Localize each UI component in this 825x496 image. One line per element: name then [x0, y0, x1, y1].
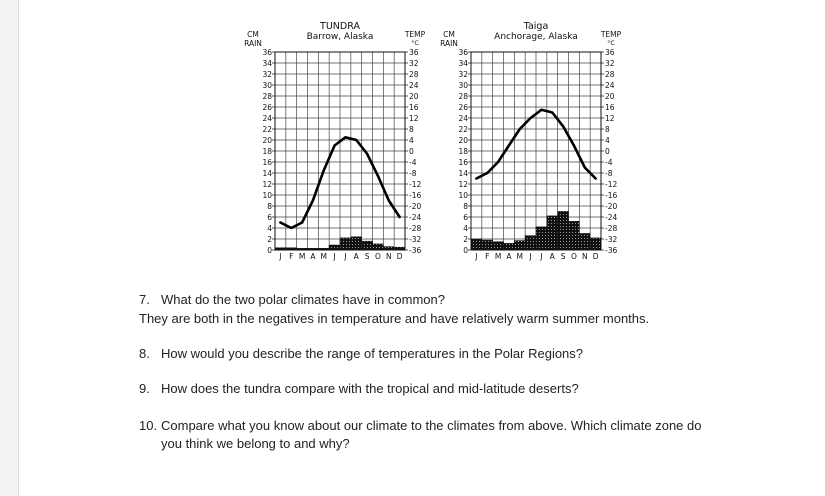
rain-tick-label: 18 — [262, 147, 272, 156]
rain-bar — [362, 241, 373, 250]
rain-bar — [569, 221, 580, 250]
question-10-line-2: you think we belong to and why? — [161, 436, 350, 451]
month-label: F — [485, 252, 490, 261]
month-label: S — [560, 252, 566, 261]
rain-bar — [351, 237, 362, 250]
temp-tick-label: -32 — [409, 235, 422, 244]
temp-tick-label: -4 — [409, 158, 417, 167]
temp-tick-label: 12 — [409, 114, 419, 123]
taiga-chart — [440, 21, 622, 261]
month-label: J — [540, 252, 543, 261]
chart-grid — [275, 52, 405, 250]
month-label: A — [506, 252, 512, 261]
question-9 — [139, 380, 579, 398]
month-label: J — [333, 252, 336, 261]
rain-tick-label: 2 — [463, 235, 468, 244]
month-label: J — [529, 252, 532, 261]
temp-tick-label: -12 — [409, 180, 422, 189]
question-7-number: 7. — [139, 292, 150, 307]
month-label: J — [344, 252, 347, 261]
temp-axis-label: TEMP — [600, 30, 622, 39]
temp-axis-unit: °C — [411, 39, 419, 47]
rain-tick-label: 20 — [262, 136, 272, 145]
month-label: J — [475, 252, 478, 261]
month-label: A — [549, 252, 555, 261]
month-label: N — [581, 252, 588, 261]
rain-bar — [471, 239, 482, 250]
rain-bar — [329, 245, 340, 250]
rain-tick-label: 22 — [262, 125, 272, 134]
question-10-line-1: Compare what you know about our climate to the climates from above. Which climate zone do — [161, 418, 702, 433]
rain-bar — [275, 248, 286, 250]
temp-tick-label: 24 — [605, 81, 615, 90]
chart-subtitle: Anchorage, Alaska — [494, 32, 578, 42]
answer-7: They are both in the negatives in temperature and have relatively warm summer months. — [139, 311, 650, 326]
rain-tick-label: 24 — [458, 114, 468, 123]
temp-tick-label: -36 — [409, 246, 422, 255]
rain-tick-label: 4 — [463, 224, 468, 233]
month-label: M — [516, 252, 523, 261]
rain-tick-label: 34 — [458, 59, 468, 68]
month-label: M — [494, 252, 502, 261]
rain-bar — [286, 248, 297, 250]
rain-axis-cm-label: CM — [247, 30, 259, 39]
temp-tick-label: 0 — [409, 147, 414, 156]
temp-tick-label: 16 — [605, 103, 615, 112]
rain-bar — [558, 212, 569, 251]
rain-bar — [525, 236, 536, 250]
temp-tick-label: -8 — [409, 169, 417, 178]
rain-bar — [373, 244, 384, 250]
month-label: M — [298, 252, 306, 261]
temp-tick-label: 36 — [605, 48, 615, 57]
month-label: A — [310, 252, 316, 261]
rain-bar — [482, 240, 493, 250]
rain-bar — [504, 243, 515, 250]
temp-tick-label: 4 — [605, 136, 610, 145]
rain-bar — [514, 241, 525, 250]
rain-axis-cm-label: CM — [443, 30, 455, 39]
rain-tick-label: 6 — [463, 213, 468, 222]
temp-tick-label: 32 — [605, 59, 615, 68]
rain-bar — [340, 238, 351, 250]
temp-tick-label: 28 — [605, 70, 615, 79]
temp-tick-label: -12 — [605, 180, 618, 189]
chart-subtitle: Barrow, Alaska — [306, 32, 374, 42]
question-10-number: 10. — [139, 418, 158, 433]
question-9-text: How does the tundra compare with the tropical and mid-latitude deserts? — [161, 381, 579, 396]
rain-tick-label: 18 — [458, 147, 468, 156]
month-label: N — [385, 252, 392, 261]
temp-tick-label: 4 — [409, 136, 414, 145]
rain-tick-label: 34 — [262, 59, 272, 68]
temp-tick-label: -20 — [409, 202, 422, 211]
temp-tick-label: 32 — [409, 59, 419, 68]
temp-tick-label: 24 — [409, 81, 419, 90]
temp-tick-label: -8 — [605, 169, 613, 178]
rain-tick-label: 0 — [267, 246, 272, 255]
rain-tick-label: 36 — [458, 48, 468, 57]
temp-tick-label: -24 — [605, 213, 618, 222]
rain-tick-label: 10 — [262, 191, 272, 200]
rain-tick-label: 16 — [458, 158, 468, 167]
temp-tick-label: -24 — [409, 213, 422, 222]
rain-tick-label: 12 — [458, 180, 468, 189]
rain-tick-label: 8 — [463, 202, 468, 211]
rain-tick-label: 32 — [262, 70, 272, 79]
tundra-chart — [244, 21, 426, 261]
temp-tick-label: 0 — [605, 147, 610, 156]
month-label: O — [374, 252, 381, 261]
month-label: M — [320, 252, 327, 261]
rain-tick-label: 30 — [262, 81, 272, 90]
temp-tick-label: 12 — [605, 114, 615, 123]
temp-tick-label: -16 — [409, 191, 422, 200]
rain-tick-label: 6 — [267, 213, 272, 222]
rain-axis-label: RAIN — [440, 39, 458, 48]
rain-bar — [318, 248, 329, 250]
rain-bar — [536, 227, 547, 250]
temp-axis-label: TEMP — [404, 30, 426, 39]
rain-tick-label: 26 — [262, 103, 272, 112]
temp-tick-label: -32 — [605, 235, 618, 244]
temp-tick-label: -20 — [605, 202, 618, 211]
temp-tick-label: 28 — [409, 70, 419, 79]
rain-tick-label: 32 — [458, 70, 468, 79]
rain-bar — [579, 234, 590, 251]
question-8 — [139, 345, 583, 363]
rain-tick-label: 24 — [262, 114, 272, 123]
question-7 — [139, 291, 445, 309]
question-8-number: 8. — [139, 346, 150, 361]
question-9-number: 9. — [139, 381, 150, 396]
question-7-text: What do the two polar climates have in common? — [161, 292, 445, 307]
rain-axis-label: RAIN — [244, 39, 262, 48]
temp-tick-label: -28 — [409, 224, 422, 233]
rain-bar — [297, 248, 308, 250]
rain-tick-label: 16 — [262, 158, 272, 167]
temp-tick-label: 16 — [409, 103, 419, 112]
month-label: F — [289, 252, 294, 261]
rain-bar — [547, 216, 558, 250]
temp-tick-label: 36 — [409, 48, 419, 57]
month-label: A — [353, 252, 359, 261]
rain-tick-label: 2 — [267, 235, 272, 244]
month-label: D — [396, 252, 403, 261]
temp-tick-label: -28 — [605, 224, 618, 233]
temp-tick-label: 8 — [605, 125, 610, 134]
rain-tick-label: 28 — [458, 92, 468, 101]
rain-tick-label: 4 — [267, 224, 272, 233]
rain-tick-label: 0 — [463, 246, 468, 255]
temp-tick-label: -4 — [605, 158, 613, 167]
rain-tick-label: 36 — [262, 48, 272, 57]
chart-title: Taiga — [523, 21, 549, 32]
rain-tick-label: 26 — [458, 103, 468, 112]
climate-charts — [231, 12, 622, 277]
rain-bar — [383, 247, 394, 250]
chart-grid — [471, 52, 601, 250]
month-label: J — [279, 252, 282, 261]
rain-bar — [493, 242, 504, 250]
month-label: O — [570, 252, 577, 261]
month-label: D — [592, 252, 599, 261]
chart-title: TUNDRA — [320, 21, 360, 32]
rain-bar — [394, 247, 405, 250]
document-page — [18, 0, 825, 496]
temp-axis-unit: °C — [607, 39, 615, 47]
temp-tick-label: 20 — [409, 92, 419, 101]
rain-tick-label: 12 — [262, 180, 272, 189]
rain-tick-label: 30 — [458, 81, 468, 90]
rain-tick-label: 14 — [262, 169, 272, 178]
month-label: S — [364, 252, 370, 261]
rain-tick-label: 22 — [458, 125, 468, 134]
temp-tick-label: 8 — [409, 125, 414, 134]
question-8-text: How would you describe the range of temperatures in the Polar Regions? — [161, 346, 584, 361]
question-10 — [139, 417, 701, 435]
temp-tick-label: -16 — [605, 191, 618, 200]
temp-tick-label: -36 — [605, 246, 618, 255]
rain-tick-label: 20 — [458, 136, 468, 145]
rain-tick-label: 10 — [458, 191, 468, 200]
rain-tick-label: 8 — [267, 202, 272, 211]
rain-bar — [308, 248, 319, 250]
rain-tick-label: 28 — [262, 92, 272, 101]
rain-tick-label: 14 — [458, 169, 468, 178]
temp-tick-label: 20 — [605, 92, 615, 101]
rain-bar — [590, 238, 601, 250]
